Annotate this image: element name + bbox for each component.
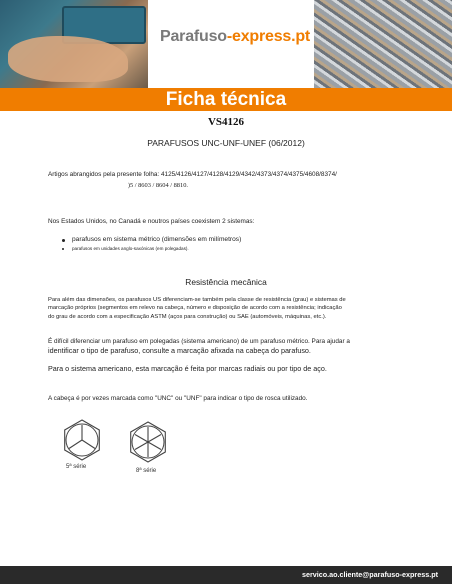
paragraph-line: do grau de acordo com a especificação ASTM (aços para construção) ou SAE (automóveis, máquinas, etc.). bbox=[48, 313, 327, 320]
paragraph-line: Para além das dimensões, os parafusos US diferenciam-se também pela classe de resistência (grau) e sistemas de bbox=[48, 297, 346, 303]
articles-codes-line1: 4125/4126/4127/4128/4129/4342/4373/4374/4375/4608/8374/ bbox=[160, 171, 337, 178]
header bbox=[0, 0, 452, 88]
paragraph-4: A cabeça é por vezes marcada como "UNC" ou "UNF" para indicar o tipo de rosca utilizado. bbox=[48, 395, 308, 402]
paragraph-line: marcação próprios (segmentos em relevo na cabeça, número e disposição de acordo com a resistência; indicação bbox=[48, 305, 342, 312]
header-photo-screws bbox=[314, 0, 452, 88]
marking-label-5-serie: 5ª série bbox=[66, 464, 87, 470]
footer bbox=[0, 566, 452, 584]
document-subtitle: PARAFUSOS UNC-UNF-UNEF (06/2012) bbox=[147, 138, 305, 148]
paragraph-2 bbox=[48, 337, 350, 357]
bolt-head-6-radial-marks-icon bbox=[126, 420, 170, 469]
list-item: parafusos em sistema métrico (dimensões em milímetros) bbox=[62, 236, 241, 243]
brand-name-main: Parafuso bbox=[160, 28, 227, 45]
brand-name-accent: -express.pt bbox=[226, 28, 311, 45]
bolt-head-3-radial-marks-icon bbox=[60, 418, 104, 467]
paragraph-line: É difícil diferenciar um parafuso em polegadas (sistema americano) de um parafuso métrico. Para ajudar a bbox=[48, 338, 350, 345]
articles-label: Artigos abrangidos pela presente folha: bbox=[48, 171, 161, 178]
paragraph-1 bbox=[48, 296, 346, 321]
footer-email-link[interactable]: servico.ao.cliente@parafuso-express.pt bbox=[301, 570, 438, 579]
paragraph-line: identificar o tipo de parafuso, consulte a marcação afixada na cabeça do parafuso. bbox=[48, 346, 311, 356]
banner-title: Ficha técnica bbox=[0, 88, 452, 111]
systems-list bbox=[62, 236, 241, 251]
articles-codes-line2: )5 / 8603 / 8604 / 8810. bbox=[127, 182, 188, 189]
section-title: Resistência mecânica bbox=[185, 277, 267, 287]
paragraph-3: Para o sistema americano, esta marcação é feita por marcas radiais ou por tipo de aço. bbox=[48, 364, 327, 373]
header-photo-toolbox bbox=[0, 0, 148, 88]
product-reference: VS4126 bbox=[207, 116, 245, 128]
articles-line bbox=[48, 170, 337, 179]
brand-logo[interactable] bbox=[160, 28, 310, 46]
intro-text: Nos Estados Unidos, no Canadá e noutros países coexistem 2 sistemas: bbox=[48, 218, 255, 225]
list-item: parafusos em unidades anglo-saxónicas (em polegadas). bbox=[62, 246, 241, 251]
marking-label-8-serie: 8ª série bbox=[136, 468, 157, 474]
